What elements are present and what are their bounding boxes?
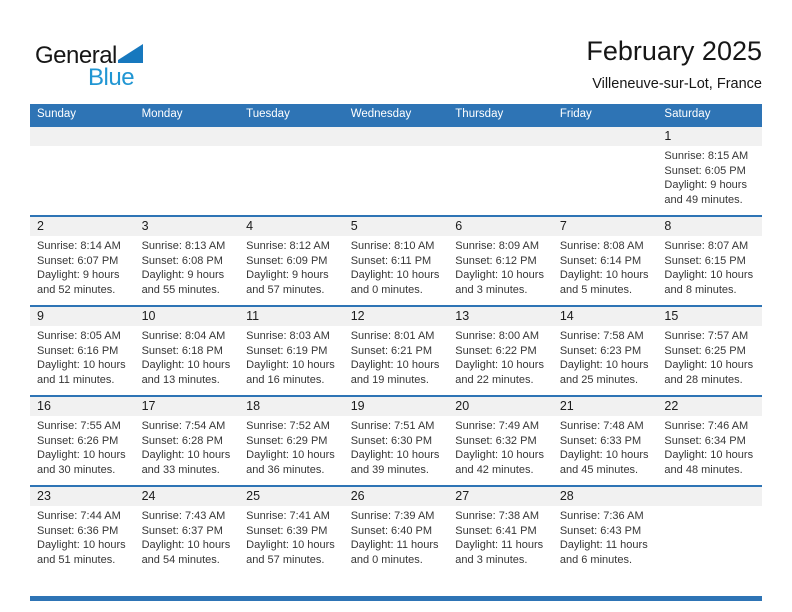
day-info-line: Sunset: 6:30 PM — [350, 434, 433, 447]
week-row-5 — [30, 485, 762, 575]
day-info-line: Sunrise: 7:49 AM — [455, 420, 540, 432]
day-info — [448, 416, 553, 478]
day-info — [239, 326, 344, 388]
day-info — [239, 236, 344, 298]
top-bar — [30, 34, 762, 102]
day-info-line: Daylight: 10 hours — [141, 539, 231, 552]
calendar-day-cell-25 — [239, 487, 344, 575]
day-info-line: Sunset: 6:14 PM — [559, 254, 642, 267]
day-info-line: and 19 minutes. — [350, 374, 429, 387]
day-number: 15 — [657, 307, 762, 326]
day-info-line: and 11 minutes. — [37, 374, 115, 387]
day-number: 1 — [657, 127, 762, 146]
day-number: 19 — [344, 397, 449, 416]
day-info-line: Sunset: 6:32 PM — [455, 434, 537, 447]
calendar-day-cell-19 — [344, 397, 449, 485]
day-info-line: Sunset: 6:26 PM — [37, 434, 119, 447]
day-info-line: Sunset: 6:23 PM — [559, 344, 642, 357]
day-info-line: Daylight: 10 hours — [664, 359, 754, 372]
day-info-line: Sunrise: 7:39 AM — [350, 510, 435, 522]
day-info-line: Sunrise: 7:36 AM — [559, 510, 644, 522]
day-info-line: Sunset: 6:22 PM — [455, 344, 537, 357]
day-info-line: Sunrise: 7:54 AM — [141, 420, 226, 432]
weekday-header-row — [30, 104, 762, 125]
day-info-line: and 0 minutes. — [350, 554, 423, 567]
day-info-line: Daylight: 10 hours — [350, 359, 440, 372]
day-info-line: Sunset: 6:18 PM — [141, 344, 223, 357]
day-info-line: and 8 minutes. — [664, 284, 737, 297]
day-info-line: Daylight: 10 hours — [664, 269, 754, 282]
calendar-day-cell-8 — [657, 217, 762, 305]
day-number: 11 — [239, 307, 344, 326]
month-title: February 2025 — [586, 36, 762, 66]
day-info-line: and 55 minutes. — [141, 284, 220, 297]
day-info-line: Sunrise: 7:57 AM — [664, 330, 749, 342]
day-number — [344, 127, 449, 146]
day-info-line: Sunset: 6:19 PM — [246, 344, 328, 357]
day-number: 7 — [553, 217, 658, 236]
day-info-line: and 36 minutes. — [246, 464, 325, 477]
day-info-line: Daylight: 9 hours — [664, 179, 747, 192]
day-info-line: Sunrise: 7:43 AM — [141, 510, 226, 522]
day-info-line: Sunset: 6:29 PM — [246, 434, 328, 447]
day-info-line: Sunrise: 7:52 AM — [246, 420, 330, 432]
day-info-line: and 16 minutes. — [246, 374, 325, 387]
calendar-day-cell-15 — [657, 307, 762, 395]
weekday-header-monday: Monday — [141, 108, 183, 120]
day-number: 25 — [239, 487, 344, 506]
day-info-line: Sunrise: 8:04 AM — [141, 330, 226, 342]
calendar-day-cell-5 — [344, 217, 449, 305]
day-number: 17 — [135, 397, 240, 416]
day-info-line: and 57 minutes. — [246, 284, 325, 297]
day-info-line: and 6 minutes. — [559, 554, 632, 567]
day-number: 18 — [239, 397, 344, 416]
weekday-header-wednesday: Wednesday — [350, 108, 412, 120]
week-row-2 — [30, 215, 762, 305]
day-info-line: and 45 minutes. — [559, 464, 639, 477]
day-info — [239, 506, 344, 568]
day-info-line: Daylight: 10 hours — [246, 449, 335, 462]
day-info-line: Daylight: 10 hours — [246, 539, 335, 552]
day-number: 28 — [553, 487, 658, 506]
day-info-line: and 42 minutes. — [455, 464, 534, 477]
day-info-line: and 30 minutes. — [37, 464, 116, 477]
day-info-line: Sunrise: 7:48 AM — [559, 420, 644, 432]
day-number: 10 — [135, 307, 240, 326]
day-number: 5 — [344, 217, 449, 236]
day-info-line: Sunrise: 7:44 AM — [37, 510, 121, 522]
day-info-line: and 3 minutes. — [455, 554, 528, 567]
day-info-line: Sunset: 6:07 PM — [37, 254, 119, 267]
empty-day-cell — [344, 127, 449, 215]
calendar-day-cell-9 — [30, 307, 135, 395]
calendar-day-cell-23 — [30, 487, 135, 575]
calendar-weeks — [30, 125, 762, 575]
day-info-line: Sunset: 6:15 PM — [664, 254, 746, 267]
day-info-line: Sunset: 6:16 PM — [37, 344, 119, 357]
day-info-line: Sunrise: 8:13 AM — [141, 240, 226, 252]
weekday-header-tuesday: Tuesday — [246, 108, 290, 120]
day-number: 13 — [448, 307, 553, 326]
day-info — [30, 416, 135, 478]
day-number: 27 — [448, 487, 553, 506]
day-info-line: Sunset: 6:08 PM — [141, 254, 223, 267]
empty-day-cell — [30, 127, 135, 215]
day-info-line: Daylight: 9 hours — [141, 269, 225, 282]
day-info-line: and 54 minutes. — [141, 554, 220, 567]
day-info-line: Daylight: 10 hours — [246, 359, 335, 372]
calendar-day-cell-27 — [448, 487, 553, 575]
day-info — [553, 416, 658, 478]
empty-day-cell — [135, 127, 240, 215]
day-info-line: and 3 minutes. — [455, 284, 528, 297]
day-info — [239, 416, 344, 478]
day-info-line: and 0 minutes. — [350, 284, 423, 297]
calendar-day-cell-16 — [30, 397, 135, 485]
day-info — [239, 146, 344, 149]
day-info-line: Daylight: 10 hours — [455, 449, 544, 462]
day-info-line: Sunrise: 7:55 AM — [37, 420, 121, 432]
day-info-line: Sunrise: 7:38 AM — [455, 510, 540, 522]
day-info-line: and 13 minutes. — [141, 374, 220, 387]
day-number: 22 — [657, 397, 762, 416]
calendar-day-cell-3 — [135, 217, 240, 305]
day-info-line: Sunrise: 7:58 AM — [559, 330, 644, 342]
day-info — [657, 236, 762, 298]
day-info-line: and 48 minutes. — [664, 464, 743, 477]
day-info-line: Daylight: 10 hours — [37, 359, 126, 372]
day-info — [657, 146, 762, 208]
calendar-day-cell-7 — [553, 217, 658, 305]
day-info-line: Sunrise: 8:03 AM — [246, 330, 330, 342]
calendar-day-cell-22 — [657, 397, 762, 485]
calendar-day-cell-21 — [553, 397, 658, 485]
day-info — [657, 326, 762, 388]
day-info-line: Daylight: 9 hours — [246, 269, 329, 282]
day-info — [657, 416, 762, 478]
day-info — [344, 326, 449, 388]
day-info-line: and 57 minutes. — [246, 554, 325, 567]
day-info-line: Sunrise: 8:12 AM — [246, 240, 330, 252]
calendar-day-cell-1 — [657, 127, 762, 215]
day-info — [448, 146, 553, 149]
day-number: 24 — [135, 487, 240, 506]
day-info-line: Sunset: 6:09 PM — [246, 254, 328, 267]
weekday-header-friday: Friday — [559, 108, 592, 120]
day-info — [135, 146, 240, 149]
day-info — [553, 236, 658, 298]
day-info — [30, 146, 135, 149]
day-info-line: Daylight: 9 hours — [37, 269, 120, 282]
day-info-line: Sunrise: 7:51 AM — [350, 420, 435, 432]
day-info — [448, 326, 553, 388]
logo-text-general: General — [35, 42, 117, 69]
week-row-1 — [30, 125, 762, 215]
calendar-day-cell-14 — [553, 307, 658, 395]
day-info-line: Sunrise: 8:01 AM — [350, 330, 435, 342]
day-info-line: and 5 minutes. — [559, 284, 632, 297]
day-info-line: Sunrise: 8:10 AM — [350, 240, 435, 252]
day-number: 14 — [553, 307, 658, 326]
day-info — [344, 146, 449, 149]
day-info-line: Sunset: 6:41 PM — [455, 524, 537, 537]
day-info-line: Sunrise: 7:41 AM — [246, 510, 330, 522]
day-info-line: Sunset: 6:39 PM — [246, 524, 328, 537]
day-info-line: and 33 minutes. — [141, 464, 220, 477]
day-info-line: and 52 minutes. — [37, 284, 116, 297]
day-info-line: Daylight: 10 hours — [37, 449, 126, 462]
week-row-3 — [30, 305, 762, 395]
day-info-line: Daylight: 11 hours — [559, 539, 648, 552]
day-info — [344, 416, 449, 478]
day-info-line: Sunrise: 8:14 AM — [37, 240, 121, 252]
day-number: 6 — [448, 217, 553, 236]
day-number: 8 — [657, 217, 762, 236]
day-info-line: and 28 minutes. — [664, 374, 743, 387]
day-info — [135, 416, 240, 478]
day-info-line: Sunset: 6:34 PM — [664, 434, 746, 447]
weekday-header-sunday: Sunday — [37, 108, 77, 120]
empty-day-cell — [239, 127, 344, 215]
day-info-line: Sunrise: 8:00 AM — [455, 330, 540, 342]
weekday-header-saturday: Saturday — [664, 108, 711, 120]
day-info-line: Sunset: 6:33 PM — [559, 434, 642, 447]
empty-day-cell — [553, 127, 658, 215]
calendar-day-cell-10 — [135, 307, 240, 395]
calendar-day-cell-4 — [239, 217, 344, 305]
footer-bar — [30, 596, 762, 601]
day-number: 16 — [30, 397, 135, 416]
day-number: 9 — [30, 307, 135, 326]
empty-day-cell — [657, 487, 762, 575]
day-info-line: and 39 minutes. — [350, 464, 429, 477]
day-info-line: Sunset: 6:25 PM — [664, 344, 746, 357]
day-info-line: Daylight: 10 hours — [455, 359, 544, 372]
day-info — [344, 236, 449, 298]
day-info-line: Daylight: 10 hours — [350, 449, 440, 462]
calendar-day-cell-11 — [239, 307, 344, 395]
day-number: 26 — [344, 487, 449, 506]
day-info — [344, 506, 449, 568]
day-info — [553, 326, 658, 388]
day-info-line: Sunset: 6:43 PM — [559, 524, 642, 537]
day-number — [239, 127, 344, 146]
day-number: 20 — [448, 397, 553, 416]
day-info-line: Sunset: 6:36 PM — [37, 524, 119, 537]
day-info — [657, 506, 762, 509]
calendar-day-cell-18 — [239, 397, 344, 485]
day-info — [553, 146, 658, 149]
week-row-4 — [30, 395, 762, 485]
day-info-line: Daylight: 10 hours — [350, 269, 440, 282]
day-number — [135, 127, 240, 146]
day-info-line: and 25 minutes. — [559, 374, 639, 387]
day-info-line: Sunrise: 8:08 AM — [559, 240, 644, 252]
calendar-day-cell-26 — [344, 487, 449, 575]
day-info — [30, 236, 135, 298]
empty-day-cell — [448, 127, 553, 215]
day-info-line: Sunset: 6:40 PM — [350, 524, 433, 537]
day-info-line: Daylight: 11 hours — [350, 539, 439, 552]
day-number — [553, 127, 658, 146]
general-blue-logo — [30, 34, 180, 98]
day-info-line: and 49 minutes. — [664, 194, 743, 207]
calendar-table — [30, 104, 762, 575]
day-info-line: and 22 minutes. — [455, 374, 534, 387]
day-info — [448, 506, 553, 568]
calendar-day-cell-20 — [448, 397, 553, 485]
logo-text-blue: Blue — [88, 64, 135, 91]
calendar-day-cell-28 — [553, 487, 658, 575]
day-number — [30, 127, 135, 146]
day-info-line: Sunrise: 8:05 AM — [37, 330, 121, 342]
calendar-day-cell-2 — [30, 217, 135, 305]
day-number: 4 — [239, 217, 344, 236]
day-info-line: Daylight: 10 hours — [455, 269, 544, 282]
day-info-line: Sunrise: 8:07 AM — [664, 240, 749, 252]
day-info-line: Daylight: 10 hours — [559, 269, 649, 282]
day-info — [30, 506, 135, 568]
location-subtitle: Villeneuve-sur-Lot, France — [592, 76, 762, 92]
day-info-line: and 51 minutes. — [37, 554, 116, 567]
day-info-line: Sunrise: 8:09 AM — [455, 240, 540, 252]
day-info-line: Sunrise: 7:46 AM — [664, 420, 749, 432]
day-number: 23 — [30, 487, 135, 506]
day-info-line: Daylight: 10 hours — [559, 449, 649, 462]
title-block — [586, 34, 762, 102]
calendar-day-cell-6 — [448, 217, 553, 305]
day-number: 21 — [553, 397, 658, 416]
day-info — [553, 506, 658, 568]
day-info-line: Daylight: 10 hours — [141, 359, 231, 372]
day-info-line: Daylight: 10 hours — [141, 449, 231, 462]
day-info-line: Daylight: 11 hours — [455, 539, 544, 552]
day-info — [135, 506, 240, 568]
day-info — [135, 326, 240, 388]
day-info-line: Sunset: 6:28 PM — [141, 434, 223, 447]
day-number: 12 — [344, 307, 449, 326]
day-number — [657, 487, 762, 506]
day-number — [448, 127, 553, 146]
calendar-day-cell-13 — [448, 307, 553, 395]
day-info-line: Sunset: 6:12 PM — [455, 254, 537, 267]
day-info-line: Sunset: 6:37 PM — [141, 524, 223, 537]
day-number: 3 — [135, 217, 240, 236]
day-info — [448, 236, 553, 298]
day-info-line: Sunset: 6:11 PM — [350, 254, 432, 267]
calendar-day-cell-12 — [344, 307, 449, 395]
day-info — [135, 236, 240, 298]
day-info-line: Daylight: 10 hours — [664, 449, 754, 462]
weekday-header-thursday: Thursday — [455, 108, 504, 120]
day-info — [30, 326, 135, 388]
day-info-line: Daylight: 10 hours — [37, 539, 126, 552]
day-number: 2 — [30, 217, 135, 236]
calendar-day-cell-24 — [135, 487, 240, 575]
day-info-line: Sunset: 6:05 PM — [664, 164, 746, 177]
day-info-line: Sunset: 6:21 PM — [350, 344, 433, 357]
day-info-line: Daylight: 10 hours — [559, 359, 649, 372]
day-info-line: Sunrise: 8:15 AM — [664, 150, 749, 162]
calendar-day-cell-17 — [135, 397, 240, 485]
